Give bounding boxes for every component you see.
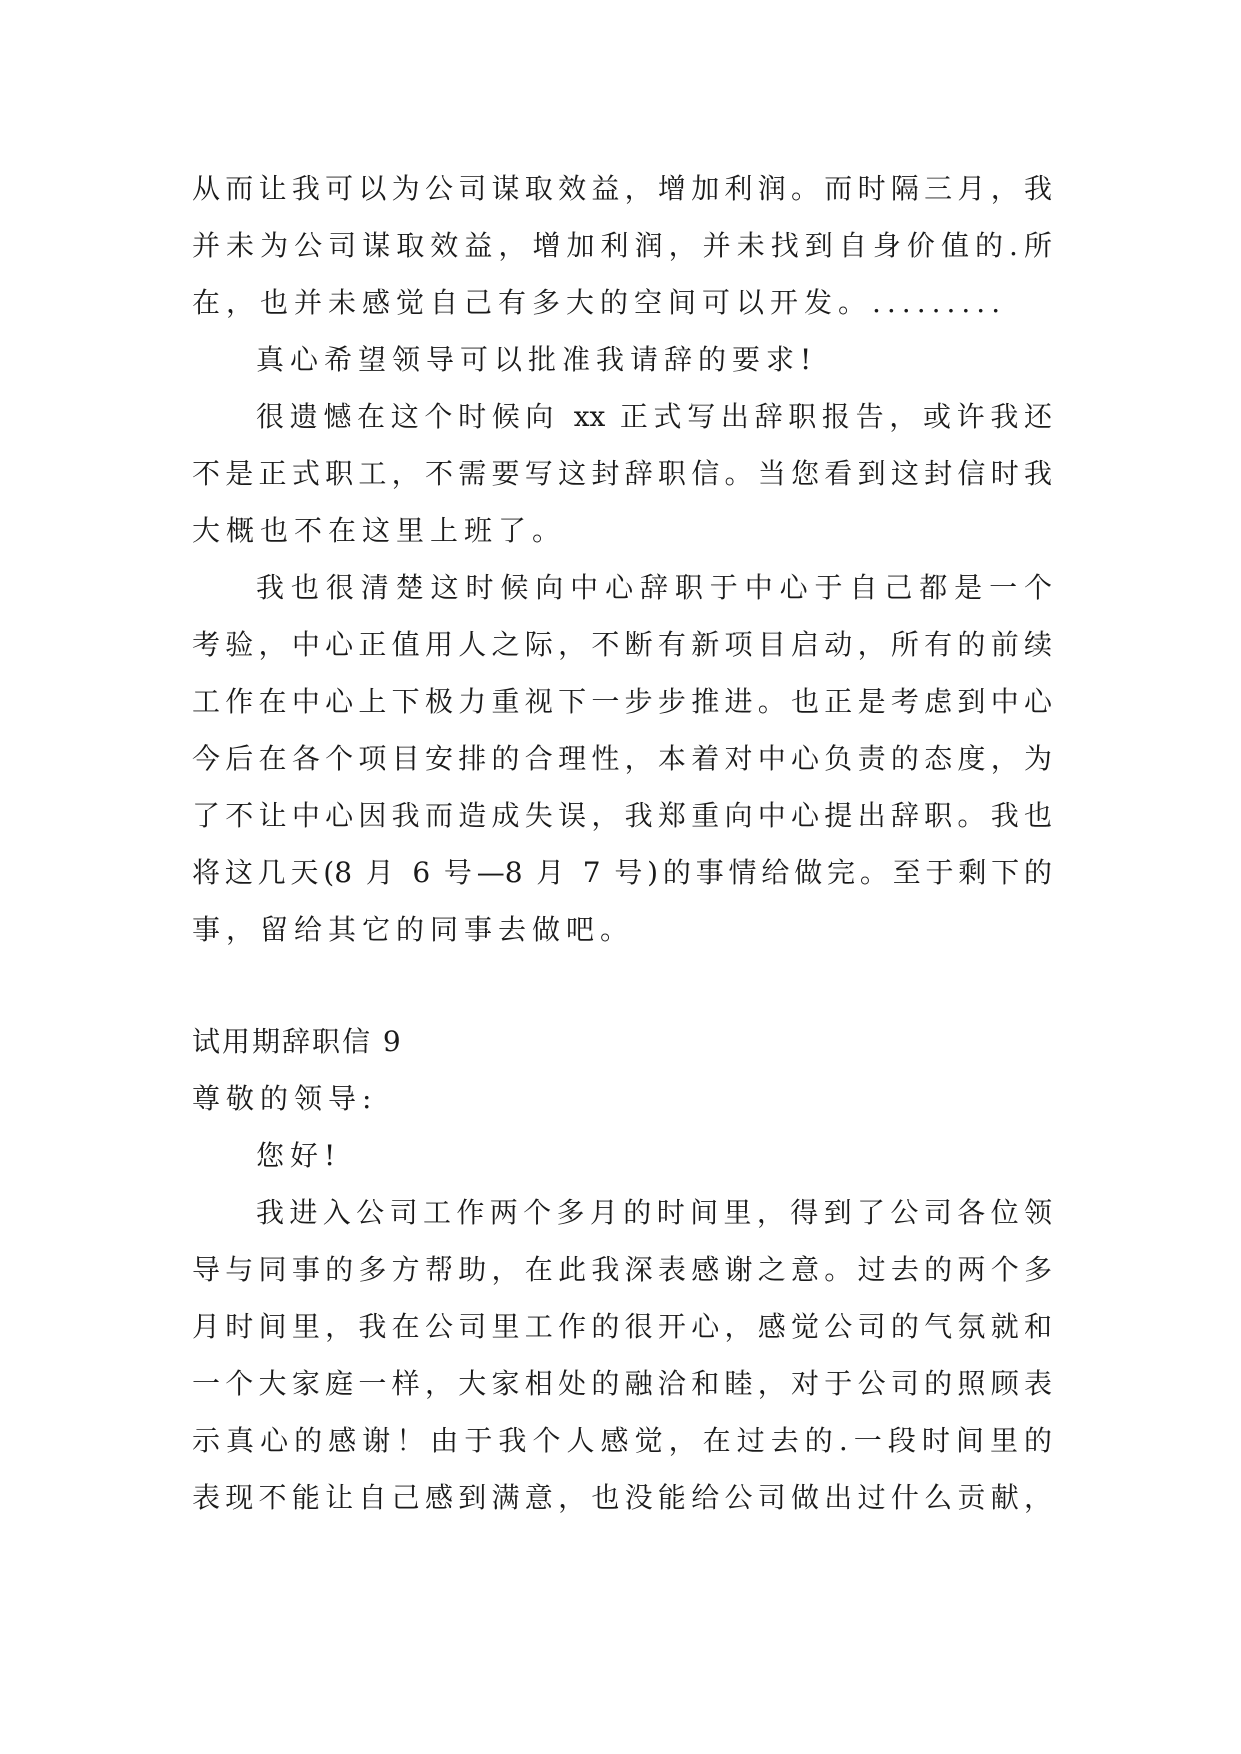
text-line: 大概也不在这里上班了。 (192, 514, 567, 547)
text-line: 月时间里，我在公司里工作的很开心，感觉公司的气氛就和 (192, 1310, 1052, 1343)
text-line: 不是正式职工，不需要写这封辞职信。当您看到这封信时我 (192, 457, 1052, 490)
text-line: 我也很清楚这时候向中心辞职于中心于自己都是一个 (256, 571, 1052, 604)
text-line: 考验，中心正值用人之际，不断有新项目启动，所有的前续 (192, 628, 1052, 661)
text-line: 很遗憾在这个时候向 xx 正式写出辞职报告，或许我还 (256, 400, 1052, 433)
text-line: 表现不能让自己感到满意，也没能给公司做出过什么贡献， (192, 1481, 1052, 1514)
section-title: 试用期辞职信 9 (192, 1025, 403, 1058)
text-line: 从而让我可以为公司谋取效益，增加利润。而时隔三月，我 (192, 172, 1052, 205)
text-line: 了不让中心因我而造成失误，我郑重向中心提出辞职。我也 (192, 799, 1052, 832)
text-line: 示真心的感谢！由于我个人感觉，在过去的.一段时间里的 (192, 1424, 1052, 1457)
text-line: 真心希望领导可以批准我请辞的要求! (256, 343, 818, 376)
section-gap (192, 958, 1052, 1013)
salutation: 尊敬的领导: (192, 1082, 378, 1115)
text-line: 一个大家庭一样，大家相处的融洽和睦，对于公司的照顾表 (192, 1367, 1052, 1400)
text-line: 导与同事的多方帮助，在此我深表感谢之意。过去的两个多 (192, 1253, 1052, 1286)
text-line: 工作在中心上下极力重视下一步步推进。也正是考虑到中心 (192, 685, 1052, 718)
text-line: 我进入公司工作两个多月的时间里，得到了公司各位领 (256, 1196, 1052, 1229)
text-line: 今后在各个项目安排的合理性，本着对中心负责的态度，为 (192, 742, 1052, 775)
document-body (192, 160, 1052, 1526)
text-line: 在，也并未感觉自己有多大的空间可以开发。......... (192, 286, 1007, 319)
greeting: 您好! (256, 1139, 342, 1172)
text-line: 事，留给其它的同事去做吧。 (192, 913, 635, 946)
text-line: 将这几天(8 月 6 号—8 月 7 号)的事情给做完。至于剩下的 (192, 856, 1052, 889)
text-line: 并未为公司谋取效益，增加利润，并未找到自身价值的.所 (192, 229, 1052, 262)
